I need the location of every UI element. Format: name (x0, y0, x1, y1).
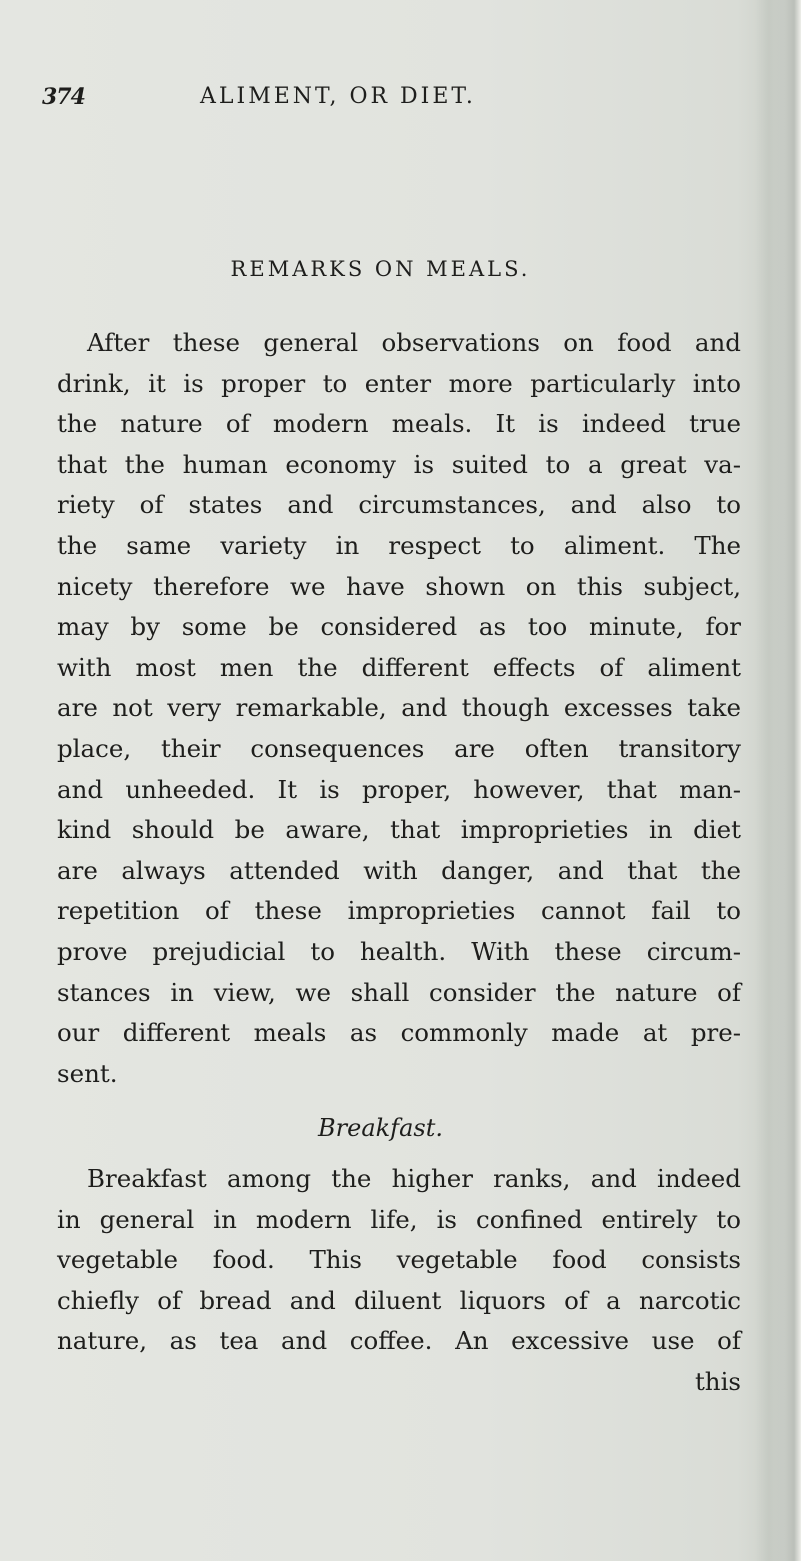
text-line: our different meals as commonly made at pre- (57, 1018, 741, 1048)
text-line: nature, as tea and coffee. An excessive use of (57, 1326, 741, 1356)
page-header (42, 84, 742, 114)
text-line: riety of states and circumstances, and also to (57, 490, 741, 520)
paragraph-remarks-on-meals (57, 323, 741, 1094)
text-line: stances in view, we shall consider the nature of (57, 977, 741, 1007)
text-line: drink, it is proper to enter more particularly into (57, 368, 741, 398)
page-gutter-shadow (755, 0, 801, 1561)
subheading-breakfast: Breakfast. (318, 1114, 443, 1142)
text-line: repetition of these improprieties cannot fail to (57, 896, 741, 926)
text-line: that the human economy is suited to a great va- (57, 449, 741, 479)
text-line: vegetable food. This vegetable food consists (57, 1245, 741, 1275)
text-line: prove prejudicial to health. With these circum- (57, 936, 741, 966)
text-line: sent. (57, 1058, 118, 1088)
text-line: kind should be aware, that improprieties in diet (57, 815, 741, 845)
catchword: this (694, 1366, 741, 1396)
text-line: may by some be considered as too minute, for (57, 612, 741, 642)
text-line: Breakfast among the higher ranks, and indeed (87, 1164, 741, 1193)
running-head: ALIMENT, OR DIET. (200, 84, 476, 109)
text-line: place, their consequences are often transitory (57, 733, 741, 763)
text-line: are always attended with danger, and that the (57, 855, 741, 885)
text-line: After these general observations on food and (87, 328, 741, 357)
text-line: nicety therefore we have shown on this subject, (57, 571, 741, 601)
section-title: REMARKS ON MEALS. (230, 257, 531, 281)
paragraph-breakfast (57, 1159, 741, 1403)
text-line: chiefly of bread and diluent liquors of a narcotic (57, 1285, 741, 1315)
text-line: the nature of modern meals. It is indeed true (57, 409, 741, 439)
page-number: 374 (42, 84, 85, 110)
text-line: with most men the different effects of aliment (57, 652, 741, 682)
text-line: the same variety in respect to aliment. The (57, 530, 741, 560)
text-line: and unheeded. It is proper, however, that man- (57, 774, 741, 804)
text-line: are not very remarkable, and though excesses take (57, 693, 741, 723)
text-line: in general in modern life, is confined entirely to (57, 1204, 741, 1234)
